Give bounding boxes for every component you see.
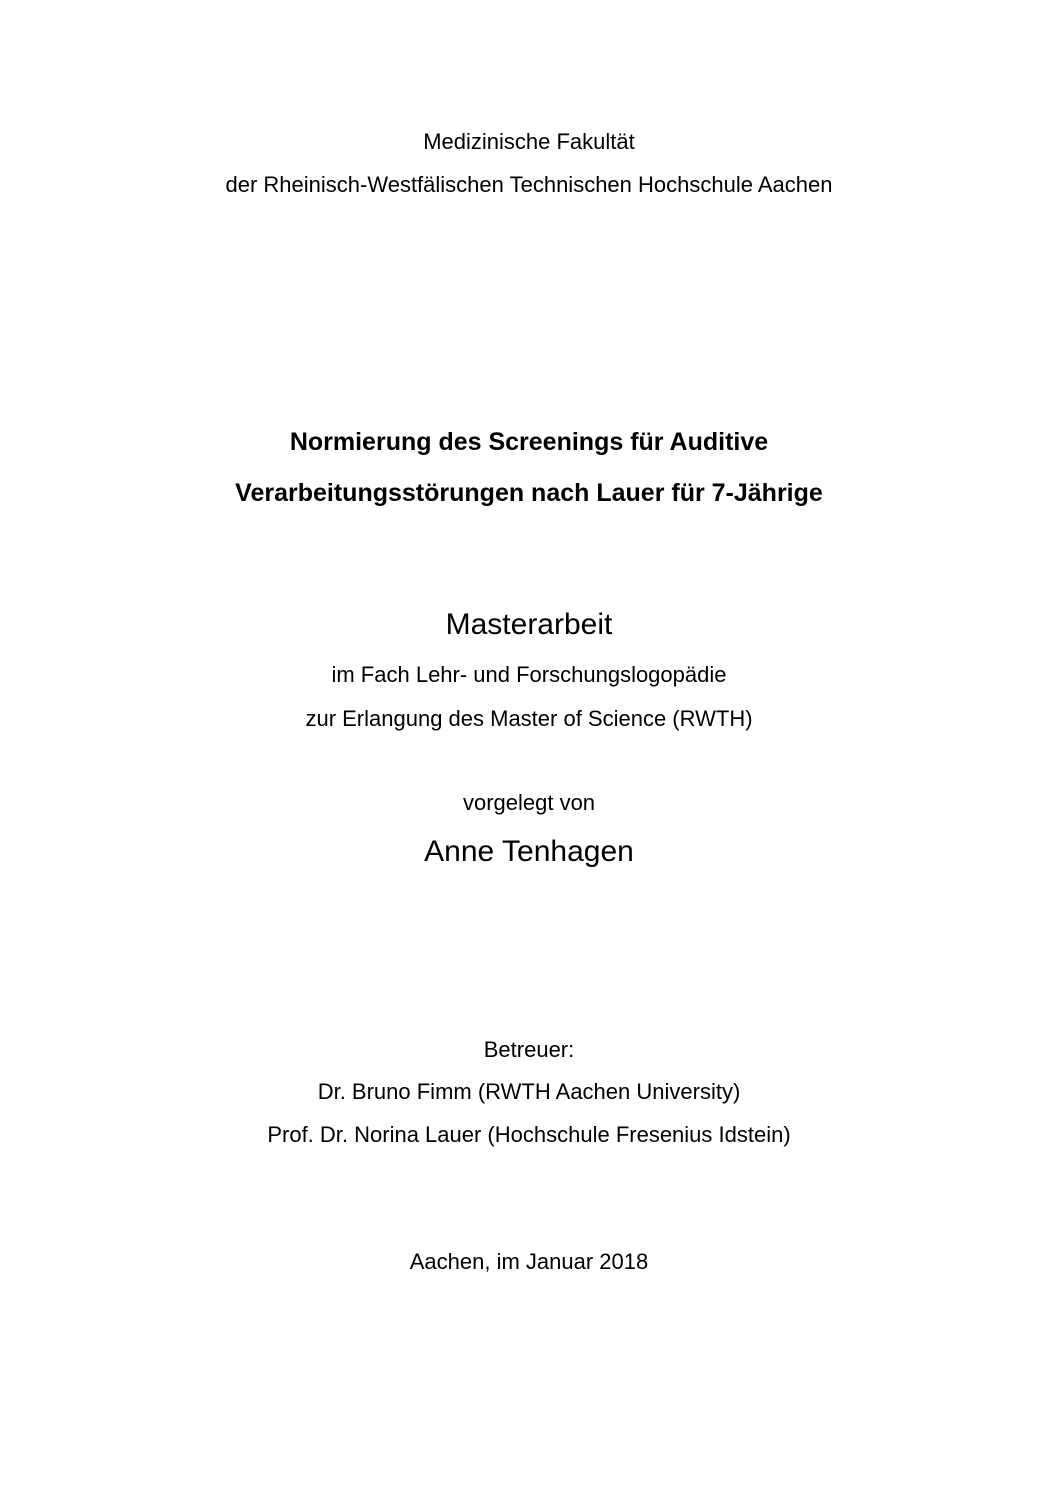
supervisor-1: Dr. Bruno Fimm (RWTH Aachen University) xyxy=(317,1079,741,1104)
supervisor-2: Prof. Dr. Norina Lauer (Hochschule Fresenius Idstein) xyxy=(267,1122,791,1147)
thesis-subject: im Fach Lehr- und Forschungslogopädie xyxy=(331,662,727,687)
university-name: der Rheinisch-Westfälischen Technischen Hochschule Aachen xyxy=(225,172,833,197)
thesis-type: Masterarbeit xyxy=(445,608,613,641)
thesis-title-line-2: Verarbeitungsstörungen nach Lauer für 7-Jährige xyxy=(235,479,823,507)
author-name: Anne Tenhagen xyxy=(424,835,634,868)
faculty-name: Medizinische Fakultät xyxy=(423,129,635,154)
thesis-degree: zur Erlangung des Master of Science (RWTH) xyxy=(305,706,753,731)
thesis-title-line-1: Normierung des Screenings für Auditive xyxy=(289,428,769,456)
author-intro: vorgelegt von xyxy=(462,790,596,815)
place-date: Aachen, im Januar 2018 xyxy=(409,1249,649,1274)
supervisors-heading: Betreuer: xyxy=(483,1037,575,1062)
